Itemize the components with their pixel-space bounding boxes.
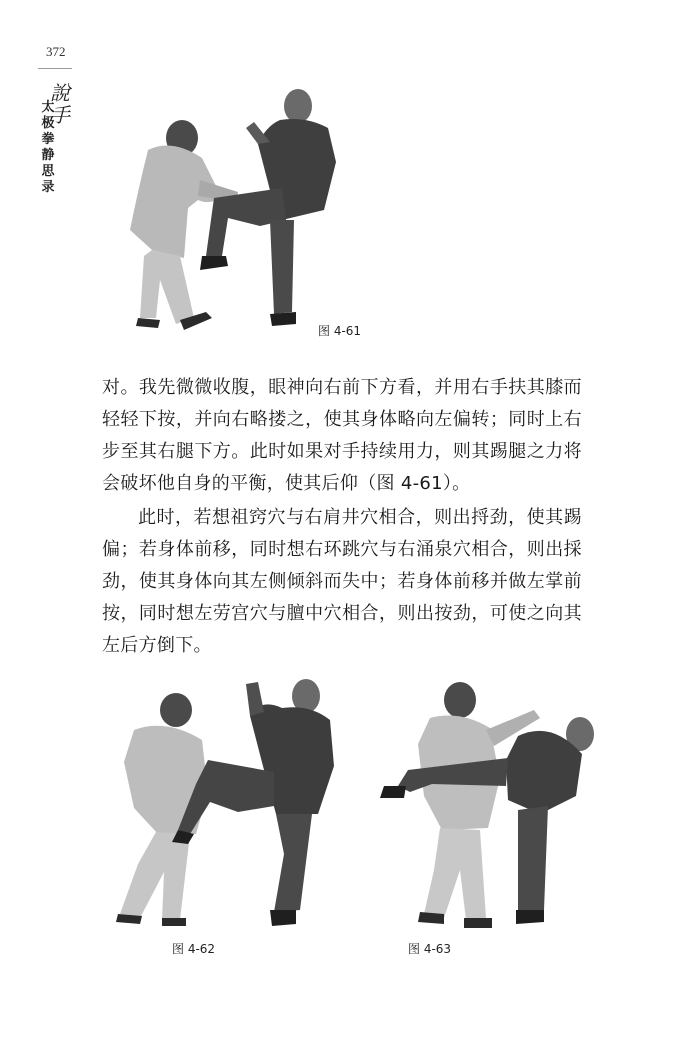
book-title-main: 說手	[50, 81, 70, 127]
photo-figure-4-63	[368, 674, 608, 934]
caption-figure-4-62: 图 4-62	[172, 942, 216, 956]
caption-figure-4-63: 图 4-63	[408, 942, 452, 956]
page-number: 372	[46, 44, 66, 59]
body-paragraph-2: 此时，若想祖窍穴与右肩井穴相合，则出捋劲，使其踢偏；若身体前移，同时想右环跳穴与右涌泉穴相合，则出採劲，使其身体向其左侧倾斜而失中；若身体前移并做左掌前按，同时想左劳宫穴与膻中穴相合，则出按劲，可使之向其左后方倒下。	[102, 507, 582, 656]
body-paragraph-1: 对。我先微微收腹，眼神向右前下方看，并用右手扶其膝而轻轻下按，并向右略搂之，使其身体略向左偏转；同时上右步至其右腿下方。此时如果对手持续用力，则其踢腿之力将会破坏他自身的平衡，使其后仰（图 4-61）。	[102, 377, 582, 494]
photo-figure-4-61	[110, 80, 350, 350]
practitioner-dark-jacket	[172, 679, 334, 926]
practitioner-dark-jacket	[200, 89, 336, 326]
photo-figure-4-62	[78, 674, 348, 934]
caption-figure-4-61: 图 4-61	[318, 324, 362, 338]
page-number-rule	[38, 68, 72, 69]
book-title-sub: 太极拳静思录	[41, 100, 55, 195]
